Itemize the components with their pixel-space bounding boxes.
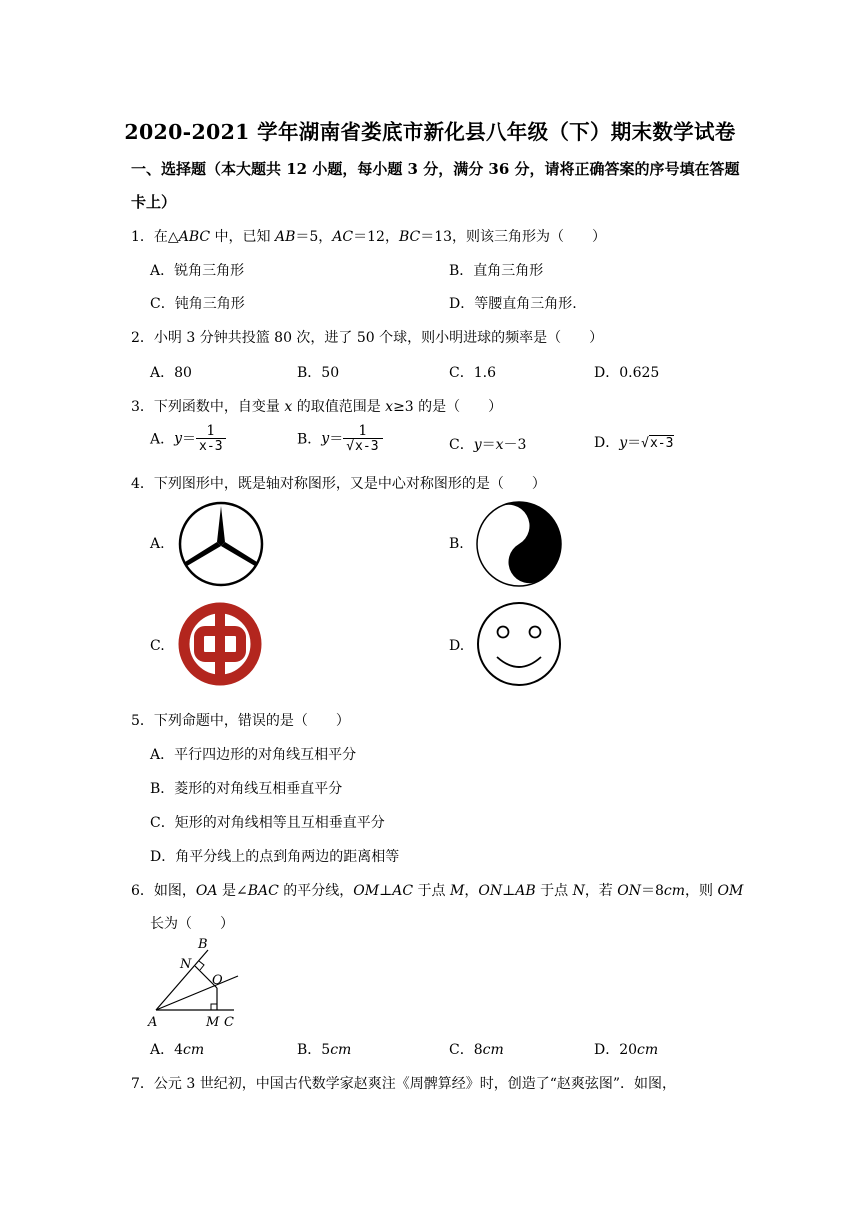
label-n: N xyxy=(180,957,192,972)
q6-option-c: C．8cm xyxy=(449,1042,504,1058)
label-b: B xyxy=(198,937,208,952)
bank-of-china-logo-icon xyxy=(177,601,263,687)
q1-option-d: D．等腰直角三角形. xyxy=(449,296,577,312)
question-5-stem: 5．下列命题中，错误的是（ ） xyxy=(131,713,350,729)
mercedes-star-icon xyxy=(177,500,265,588)
q6-option-a: A．4cm xyxy=(150,1042,205,1058)
question-6-stem-cont: 长为（ ） xyxy=(150,916,234,932)
q6-option-d: D．20cm xyxy=(594,1042,659,1058)
q5-option-a: A．平行四边形的对角线互相平分 xyxy=(150,747,357,763)
q2-option-a: A．80 xyxy=(150,365,192,381)
label-a: A xyxy=(148,1015,158,1030)
question-2-stem: 2．小明 3 分钟共投篮 80 次，进了 50 个球，则小明进球的频率是（ ） xyxy=(131,330,604,346)
angle-bisector-diagram xyxy=(140,934,250,1034)
q3-option-b: B．y＝ $\frac{1}{√x-3}$ xyxy=(297,424,383,453)
q4-option-b-label: B. xyxy=(449,536,464,552)
q5-option-d: D．角平分线上的点到角两边的距离相等 xyxy=(150,849,400,865)
q3-option-d: D．y＝√x-3 xyxy=(594,435,674,451)
section-heading: 一、选择题（本大题共 12 小题，每小题 3 分，满分 36 分，请将正确答案的序号填在答题 xyxy=(131,160,740,178)
question-6-stem: 6．如图，OA 是∠BAC 的平分线，OM⊥AC 于点 M，ON⊥AB 于点 N，若 ON＝8cm，则 OM xyxy=(131,883,744,899)
q1-option-c: C．钝角三角形 xyxy=(150,296,245,312)
q1-option-a: A．锐角三角形 xyxy=(150,263,245,279)
question-7-stem: 7．公元 3 世纪初，中国古代数学家赵爽注《周髀算经》时，创造了“赵爽弦图”．如图， xyxy=(131,1076,677,1092)
q2-option-c: C．1.6 xyxy=(449,365,496,381)
q1-option-b: B．直角三角形 xyxy=(449,263,544,279)
q2-option-b: B．50 xyxy=(297,365,340,381)
q4-option-a-label: A. xyxy=(150,536,165,552)
question-1-stem: 1．在△ABC 中，已知 AB＝5，AC＝12，BC＝13，则该三角形为（ ） xyxy=(131,229,607,245)
page-title: 2020-2021 学年湖南省娄底市新化县八年级（下）期末数学试卷 xyxy=(124,120,736,144)
question-3-stem: 3．下列函数中，自变量 x 的取值范围是 x≥3 的是（ ） xyxy=(131,399,503,415)
q3-option-c: C．y＝x－3 xyxy=(449,437,527,453)
q4-option-d-label: D. xyxy=(449,638,465,654)
label-c: C xyxy=(224,1015,234,1030)
section-heading-cont: 卡上） xyxy=(131,193,177,211)
q3-option-a: A．y＝ $\frac{1}{x-3}$ xyxy=(150,424,226,453)
smiley-face-icon xyxy=(475,601,563,687)
label-m: M xyxy=(206,1015,220,1030)
yin-yang-icon xyxy=(475,500,563,588)
question-4-stem: 4．下列图形中，既是轴对称图形，又是中心对称图形的是（ ） xyxy=(131,476,546,492)
q5-option-c: C．矩形的对角线相等且互相垂直平分 xyxy=(150,815,385,831)
label-o: O xyxy=(212,973,223,988)
q6-option-b: B．5cm xyxy=(297,1042,352,1058)
q4-option-c-label: C. xyxy=(150,638,165,654)
q5-option-b: B．菱形的对角线互相垂直平分 xyxy=(150,781,343,797)
q2-option-d: D．0.625 xyxy=(594,365,660,381)
